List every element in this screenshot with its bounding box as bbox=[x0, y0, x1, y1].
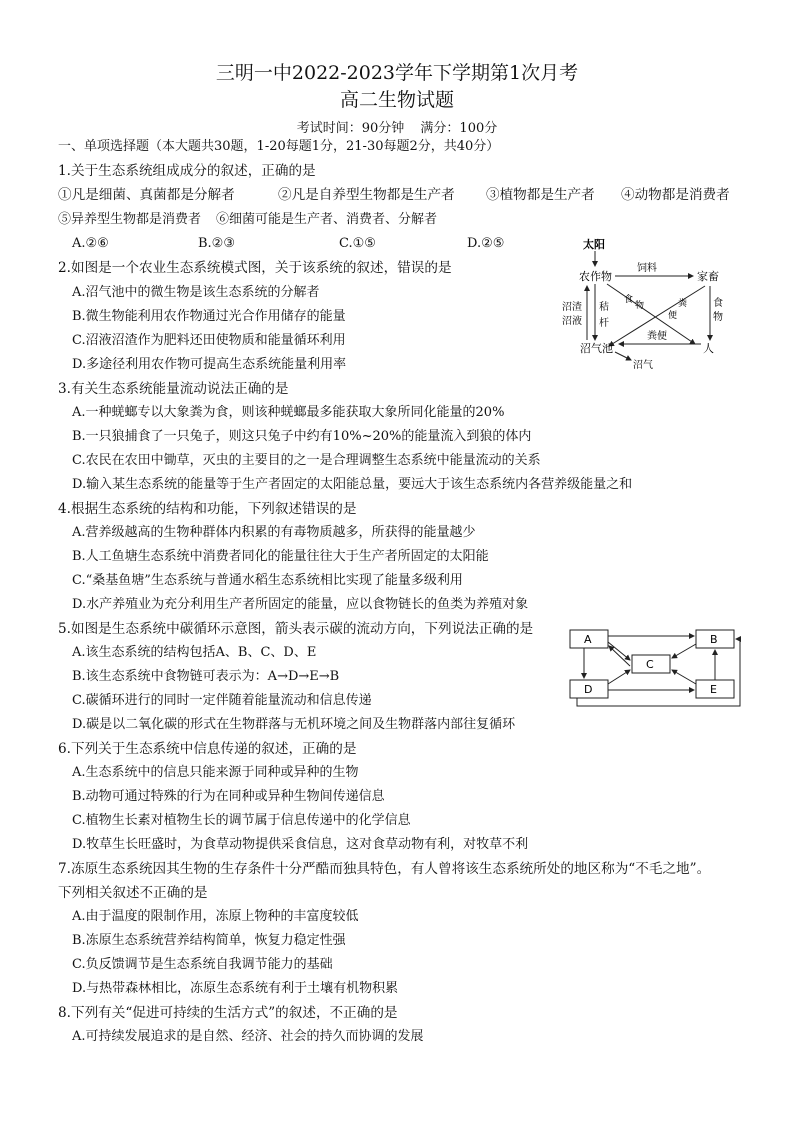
q7-option-d: D.与热带森林相比，冻原生态系统有利于土壤有机物积累 bbox=[72, 981, 399, 996]
q1-statement-2: ②凡是自养型生物都是生产者 bbox=[278, 187, 455, 203]
q2-option-a: A.沼气池中的微生物是该生态系统的分解者 bbox=[72, 285, 320, 300]
crops-label: 农作物 bbox=[579, 270, 612, 283]
question-5-stem: 5.如图是生态系统中碳循环示意图，箭头表示碳的流动方向，下列说法正确的是 bbox=[58, 621, 534, 637]
question-7-stem: 7.冻原生态系统因其生物的生存条件十分严酷而独具特色，有人曾将该生态系统所处的地区称为“不毛之地”。 bbox=[58, 861, 711, 877]
q4-option-d: D.水产养殖业为充分利用生产者所固定的能量，应以食物链长的鱼类为养殖对象 bbox=[72, 597, 529, 612]
agri-ecosystem-diagram bbox=[555, 236, 740, 374]
q7-option-c: C.负反馈调节是生态系统自我调节能力的基础 bbox=[72, 957, 333, 972]
arrow-a-c bbox=[608, 642, 630, 660]
feed-label: 饲料 bbox=[637, 263, 657, 274]
sun-label: 太阳 bbox=[583, 238, 605, 251]
q1-statement-1: ①凡是细菌、真菌都是分解者 bbox=[58, 187, 235, 203]
q2-option-b: B.微生物能利用农作物通过光合作用储存的能量 bbox=[72, 309, 346, 324]
full-score: 满分：100分 bbox=[420, 121, 498, 136]
q5-option-a: A.该生态系统的结构包括A、B、C、D、E bbox=[72, 645, 317, 660]
q1-option-d: D.②⑤ bbox=[467, 236, 505, 251]
q5-option-c: C.碳循环进行的同时一定伴随着能量流动和信息传递 bbox=[72, 693, 372, 708]
q1-option-c: C.①⑤ bbox=[339, 236, 376, 251]
question-7-stem-2: 下列相关叙述不正确的是 bbox=[58, 885, 208, 901]
q3-option-d: D.输入某生态系统的能量等于生产者固定的太阳能总量，要远大于该生态系统内各营养级能量之和 bbox=[72, 477, 633, 492]
q5-option-d: D.碳是以二氧化碳的形式在生物群落与无机环境之间及生物群落内部往复循环 bbox=[72, 717, 516, 732]
biogas-label: 沼气 bbox=[633, 360, 653, 371]
q4-option-b: B.人工鱼塘生态系统中消费者同化的能量往往大于生产者所固定的太阳能 bbox=[72, 549, 489, 564]
food-v-label-2: 物 bbox=[713, 312, 723, 323]
exam-subtitle: 高二生物试题 bbox=[339, 89, 454, 111]
food-label-1: 食 bbox=[624, 295, 634, 305]
q7-option-b: B.冻原生态系统营养结构简单，恢复力稳定性强 bbox=[72, 933, 346, 948]
node-d-label: D bbox=[584, 683, 593, 696]
q1-statement-5: ⑤异养型生物都是消费者 bbox=[58, 212, 202, 227]
q5-option-b: B.该生态系统中食物链可表示为：A→D→E→B bbox=[72, 669, 340, 684]
food-v-label-1: 食 bbox=[713, 298, 723, 309]
question-6-stem: 6.下列关于生态系统中信息传递的叙述，正确的是 bbox=[58, 741, 357, 757]
q2-option-d: D.多途径利用农作物可提高生态系统能量利用率 bbox=[72, 357, 347, 372]
q3-option-a: A.一种蜣螂专以大象粪为食，则该种蜣螂最多能获取大象所同化能量的20% bbox=[72, 405, 505, 420]
livestock-label: 家畜 bbox=[697, 270, 719, 283]
node-b-label: B bbox=[710, 633, 718, 646]
q3-option-b: B.一只狼捕食了一只兔子，则这只兔子中约有10%~20%的能量流入到狼的体内 bbox=[72, 429, 532, 444]
question-8-stem: 8.下列有关“促进可持续的生活方式”的叙述，不正确的是 bbox=[58, 1005, 398, 1021]
slurry-label-1: 沼渣 bbox=[562, 302, 582, 313]
q1-statement-4: ④动物都是消费者 bbox=[621, 187, 730, 203]
q1-option-a: A.②⑥ bbox=[72, 236, 109, 251]
exam-time: 考试时间：90分钟 bbox=[296, 121, 405, 136]
section-heading: 一、单项选择题（本大题共30题，1-20每题1分，21-30每题2分，共40分） bbox=[58, 139, 500, 154]
exam-title: 三明一中2022-2023学年下学期第1次月考 bbox=[215, 62, 579, 84]
food-label-2: 物 bbox=[635, 301, 645, 311]
q4-option-c: C.“桑基鱼塘”生态系统与普通水稻生态系统相比实现了能量多级利用 bbox=[72, 573, 463, 588]
person-label: 人 bbox=[703, 342, 714, 355]
node-a-label: A bbox=[584, 633, 592, 646]
q7-option-a: A.由于温度的限制作用，冻原上物种的丰富度较低 bbox=[72, 909, 359, 924]
node-c-label: C bbox=[646, 658, 654, 671]
q3-option-c: C.农民在农田中锄草，灭虫的主要目的之一是合理调整生态系统中能量流动的关系 bbox=[72, 453, 541, 468]
q4-option-a: A.营养级越高的生物种群体内积累的有毒物质越多，所获得的能量越少 bbox=[72, 525, 476, 540]
q6-option-b: B.动物可通过特殊的行为在同种或异种生物间传递信息 bbox=[72, 789, 385, 804]
node-e-label: E bbox=[710, 683, 717, 696]
arrow-c-a bbox=[609, 646, 630, 666]
arrow-d-c bbox=[608, 670, 630, 684]
q2-option-c: C.沼液沼渣作为肥料还田使物质和能量循环利用 bbox=[72, 333, 346, 348]
feces-label-1: 粪 bbox=[678, 299, 688, 309]
feces-label-2: 便 bbox=[668, 311, 678, 321]
q6-option-c: C.植物生长素对植物生长的调节属于信息传递中的化学信息 bbox=[72, 813, 411, 828]
q8-option-a: A.可持续发展追求的是自然、经济、社会的持久而协调的发展 bbox=[72, 1029, 424, 1044]
stalk-label-2: 杆 bbox=[599, 318, 609, 329]
q6-option-d: D.牧草生长旺盛时，为食草动物提供采食信息，这对食草动物有利，对牧草不利 bbox=[72, 837, 529, 852]
q1-statement-3: ③植物都是生产者 bbox=[486, 187, 595, 203]
carbon-cycle-diagram bbox=[562, 624, 744, 712]
q1-statement-6: ⑥细菌可能是生产者、消费者、分解者 bbox=[216, 212, 438, 227]
question-4-stem: 4.根据生态系统的结构和功能，下列叙述错误的是 bbox=[58, 501, 357, 517]
feces-h-label: 粪便 bbox=[647, 331, 667, 342]
question-3-stem: 3.有关生态系统能量流动说法正确的是 bbox=[58, 381, 289, 397]
q6-option-a: A.生态系统中的信息只能来源于同种或异种的生物 bbox=[72, 765, 359, 780]
arrow-b-c bbox=[672, 644, 696, 658]
question-1-stem: 1.关于生态系统组成成分的叙述，正确的是 bbox=[58, 163, 316, 179]
pit-to-biogas-arrow bbox=[615, 352, 631, 360]
question-2-stem: 2.如图是一个农业生态系统模式图，关于该系统的叙述，错误的是 bbox=[58, 260, 452, 276]
q1-option-b: B.②③ bbox=[198, 236, 235, 251]
stalk-label-1: 秸 bbox=[599, 302, 609, 313]
exam-info bbox=[0, 117, 794, 136]
biogas-pit-label: 沼气池 bbox=[580, 342, 613, 355]
arrow-e-c bbox=[672, 670, 696, 684]
slurry-label-2: 沼液 bbox=[562, 316, 582, 327]
